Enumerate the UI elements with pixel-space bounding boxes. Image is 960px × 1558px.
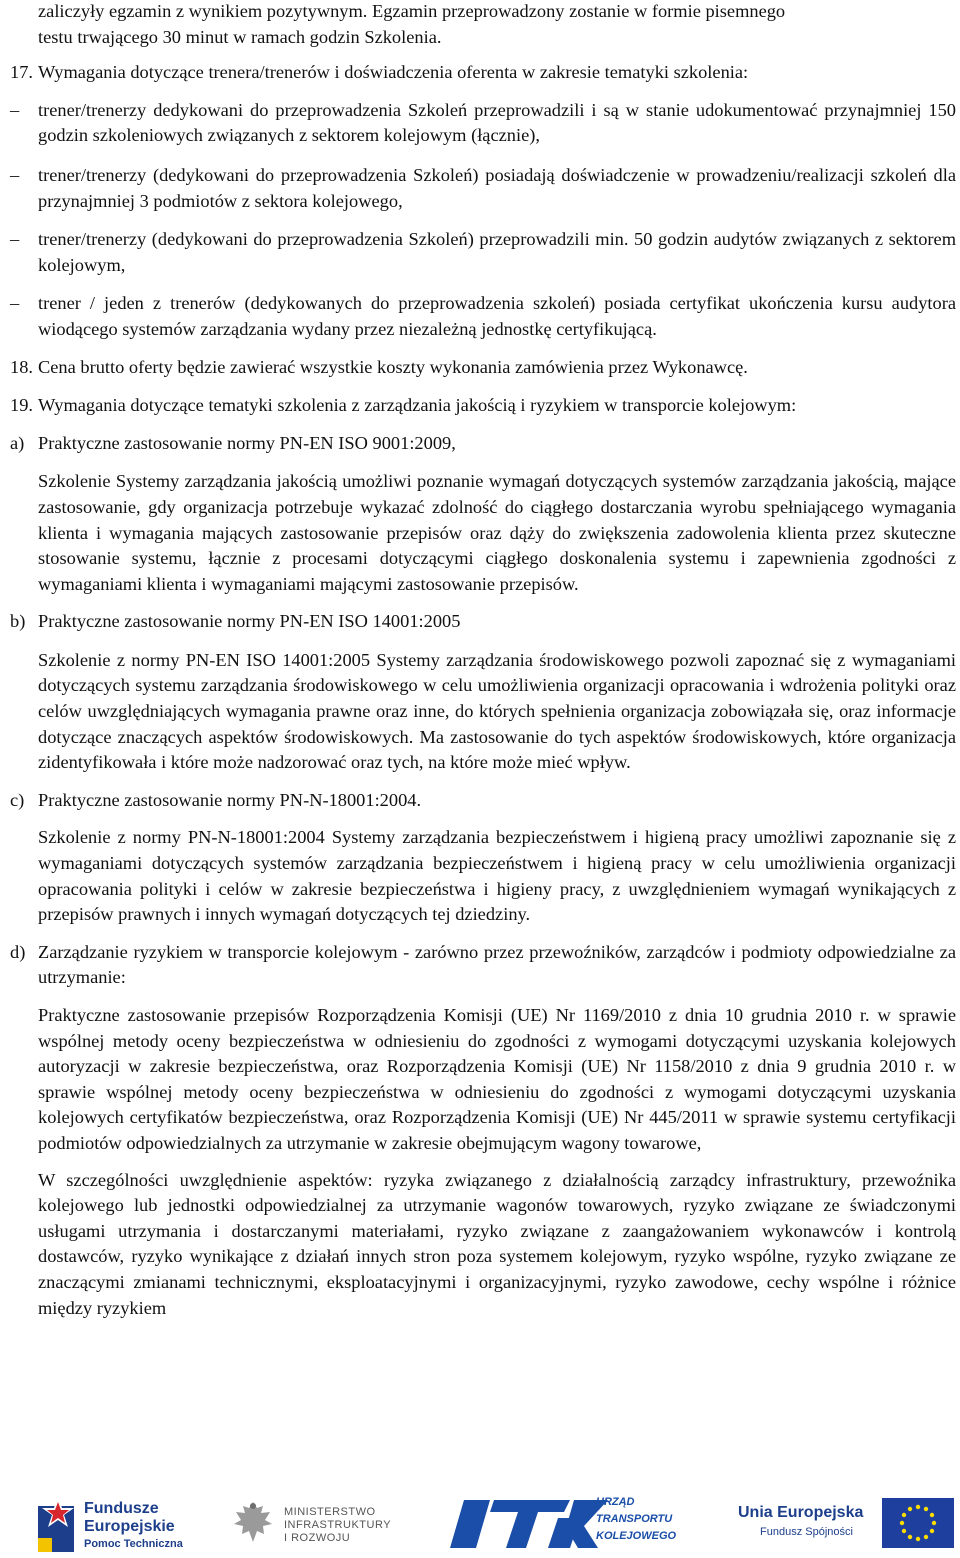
document-page — [10, 0, 956, 1321]
eu-logo — [738, 1494, 960, 1556]
eu-name — [738, 1504, 863, 1522]
list-item-17 — [10, 60, 956, 86]
section-heading: Praktyczne zastosowanie normy PN-EN ISO 9001:2009, — [38, 432, 456, 453]
section-d-body-2: W szczególności uwzględnienie aspektów: ryzyka związanego z działalnością zarządcy infrastruktury, przewoźnika kolejowego lub jednostki odpowiedzialnej za utrzymanie wagonów towarowych, ryzyko związane ze świadczonymi usługami utrzymania i dostarczanymi materiałami, ryzyko związane z zaangażowaniem wykonawców i kontrolą dostawców, ryzyko wynikające z działań innych stron poza systemem kolejowym, ryzyko wspólne, ryzyko związane ze znaczącymi zmianami technicznymi, eksploatacyjnymi i organizacyjnymi, ryzyko zawodowe, cechy wspólne i różnice między ryzykiem — [38, 1169, 956, 1318]
section-c-body: Szkolenie z normy PN-N-18001:2004 Systemy zarządzania bezpieczeństwem i higieną pracy umożliwi zapoznanie się z wymaganiami dotyczących systemów zarządzania bezpieczeństwem i higieną pracy w celu umożliwienia organizacji opracowania polityki i celów w zakresie bezpieczeństwa i higieny pracy, z uwzględnieniem wymagań wynikających z przepisów prawnych i innych wymagań dotyczących tej dziedziny. — [38, 827, 956, 925]
item-number: 19. — [10, 395, 33, 416]
fe-line-2: Europejskie — [84, 1518, 175, 1535]
paragraph-continued — [10, 0, 956, 50]
list-item-19 — [10, 393, 956, 419]
utk-line-1: URZĄD — [596, 1496, 635, 1508]
section-c-heading — [10, 788, 956, 814]
ministry-name — [284, 1506, 391, 1545]
bullet-text: trener/trenerzy dedykowani do przeprowadzenia Szkoleń przeprowadzili i są w stanie udokumentować przynajmniej 150 godzin szkoleniowych związanych z sektorem kolejowym (łącznie), — [38, 99, 956, 146]
utk-line-3: KOLEJOWEGO — [596, 1530, 677, 1542]
section-mark: b) — [10, 611, 26, 632]
utk-name — [596, 1494, 676, 1545]
ministry-line-1: MINISTERSTWO — [284, 1506, 376, 1518]
fe-title — [84, 1500, 175, 1536]
section-b-heading — [10, 609, 956, 635]
fe-star-icon — [36, 1494, 80, 1554]
bullet-text: trener/trenerzy (dedykowani do przeprowadzenia Szkoleń) posiadają doświadczenie w prowadzeniu/realizacji szkoleń dla przynajmniej 3 podmiotów z sektora kolejowego, — [38, 164, 956, 211]
ministry-line-3: I ROZWOJU — [284, 1532, 351, 1544]
eagle-emblem-icon — [230, 1498, 276, 1550]
dash-icon: – — [10, 293, 20, 314]
ministry-logo — [230, 1498, 410, 1554]
item-text: Wymagania dotyczące tematyki szkolenia z zarządzania jakością i ryzykiem w transporcie kolejowym: — [38, 395, 797, 416]
text-line: zaliczyły egzamin z wynikiem pozytywnym. Egzamin przeprowadzony zostanie w formie pisemnego — [38, 1, 786, 21]
section-mark: d) — [10, 941, 26, 962]
item-number: 18. — [10, 356, 33, 377]
dash-icon: – — [10, 164, 20, 185]
section-heading: Praktyczne zastosowanie normy PN-EN ISO 14001:2005 — [38, 611, 461, 632]
utk-mark-icon — [450, 1496, 610, 1552]
utk-line-2: TRANSPORTU — [596, 1513, 673, 1525]
bullet-item — [10, 291, 956, 342]
item-number: 17. — [10, 62, 33, 83]
bullet-item — [10, 163, 956, 214]
fe-logo — [36, 1494, 186, 1556]
text-line: testu trwającego 30 minut w ramach godzin Szkolenia. — [38, 26, 442, 47]
section-heading: Praktyczne zastosowanie normy PN-N-18001:2004. — [38, 789, 422, 810]
section-mark: c) — [10, 789, 25, 810]
footer-logos — [0, 1482, 960, 1558]
ministry-line-2: INFRASTRUKTURY — [284, 1519, 392, 1531]
section-b-body: Szkolenie z normy PN-EN ISO 14001:2005 Systemy zarządzania środowiskowego pozwoli zapoznać się z wymaganiami dotyczących systemu zarządzania środowiskowego w celu umożliwienia organizacji opracowania i wdrożenia polityki oraz celów uwzględniających wymagania prawne oraz inne, do których spełnienia organizacja zobowiązała się, oraz informacje dotyczące znaczących aspektów środowiskowych. Ma zastosowanie do tych aspektów środowiskowych, które organizacja zidentyfikowała i które może nadzorować oraz tych, na które może mieć wpływ. — [38, 649, 956, 773]
section-mark: a) — [10, 432, 25, 453]
eu-line-1: Unia Europejska — [738, 1504, 864, 1521]
dash-icon: – — [10, 229, 20, 250]
bullet-item — [10, 227, 956, 278]
eu-fund: Fundusz Spójności — [760, 1526, 853, 1538]
section-d-heading — [10, 940, 956, 991]
bullet-text: trener/trenerzy (dedykowani do przeprowadzenia Szkoleń) przeprowadzili min. 50 godzin audytów związanych z sektorem kolejowym, — [38, 229, 956, 275]
eu-flag-icon — [882, 1498, 954, 1548]
dash-icon: – — [10, 99, 20, 120]
utk-logo — [450, 1492, 700, 1556]
item-text: Wymagania dotyczące trenera/trenerów i doświadczenia oferenta w zakresie tematyki szkolenia: — [38, 62, 749, 83]
fe-subtitle: Pomoc Techniczna — [84, 1538, 183, 1550]
bullet-item — [10, 98, 956, 149]
section-a-heading — [10, 431, 956, 457]
bullet-text: trener / jeden z trenerów (dedykowanych do przeprowadzenia szkoleń) posiada certyfikat ukończenia kursu audytora wiodącego systemów zarządzania wydany przez niezależną jednostkę certyfikującą. — [38, 293, 956, 339]
section-a-body: Szkolenie Systemy zarządzania jakością umożliwi poznanie wymagań dotyczących systemów zarządzania jakością, mające zastosowanie, gdy organizacja potrzebuje wykazać zdolność do ciągłego dostarczania wyrobu spełniającego wymagania klienta i wymagania mających zastosowanie przepisów oraz dąży do zwiększenia zadowolenia klienta przez skuteczne stosowanie systemu, łącznie z procesami dotyczącymi ciągłego doskonalenia systemu i zapewnienia zgodności z wymaganiami klienta i wymaganiami mającymi zastosowanie przepisów. — [38, 471, 956, 594]
item-text: Cena brutto oferty będzie zawierać wszystkie koszty wykonania zamówienia przez Wykonawcę. — [38, 356, 748, 377]
section-heading: Zarządzanie ryzykiem w transporcie kolejowym - zarówno przez przewoźników, zarządców i podmioty odpowiedzialne za utrzymanie: — [38, 941, 956, 988]
fe-line-1: Fundusze — [84, 1500, 159, 1517]
section-d-body-1: Praktyczne zastosowanie przepisów Rozporządzenia Komisji (UE) Nr 1169/2010 z dnia 10 grudnia 2010 r. w sprawie wspólnej metody oceny bezpieczeństwa w odniesieniu do zgodności z wymogami dotyczącymi uzyskania kolejowych autoryzacji w zakresie bezpieczeństwa, oraz Rozporządzenia Komisji (UE) Nr 1158/2010 z dnia 9 grudnia 2010 r. w sprawie wspólnej metody oceny bezpieczeństwa w odniesieniu do zgodności z wymogami dotyczącymi uzyskania kolejowych certyfikatów bezpieczeństwa, oraz Rozporządzenia Komisji (UE) Nr 445/2011 w sprawie systemu certyfikacji podmiotów odpowiedzialnych za utrzymanie w zakresie obejmującym wagony towarowe, — [38, 1005, 956, 1153]
list-item-18 — [10, 355, 956, 381]
